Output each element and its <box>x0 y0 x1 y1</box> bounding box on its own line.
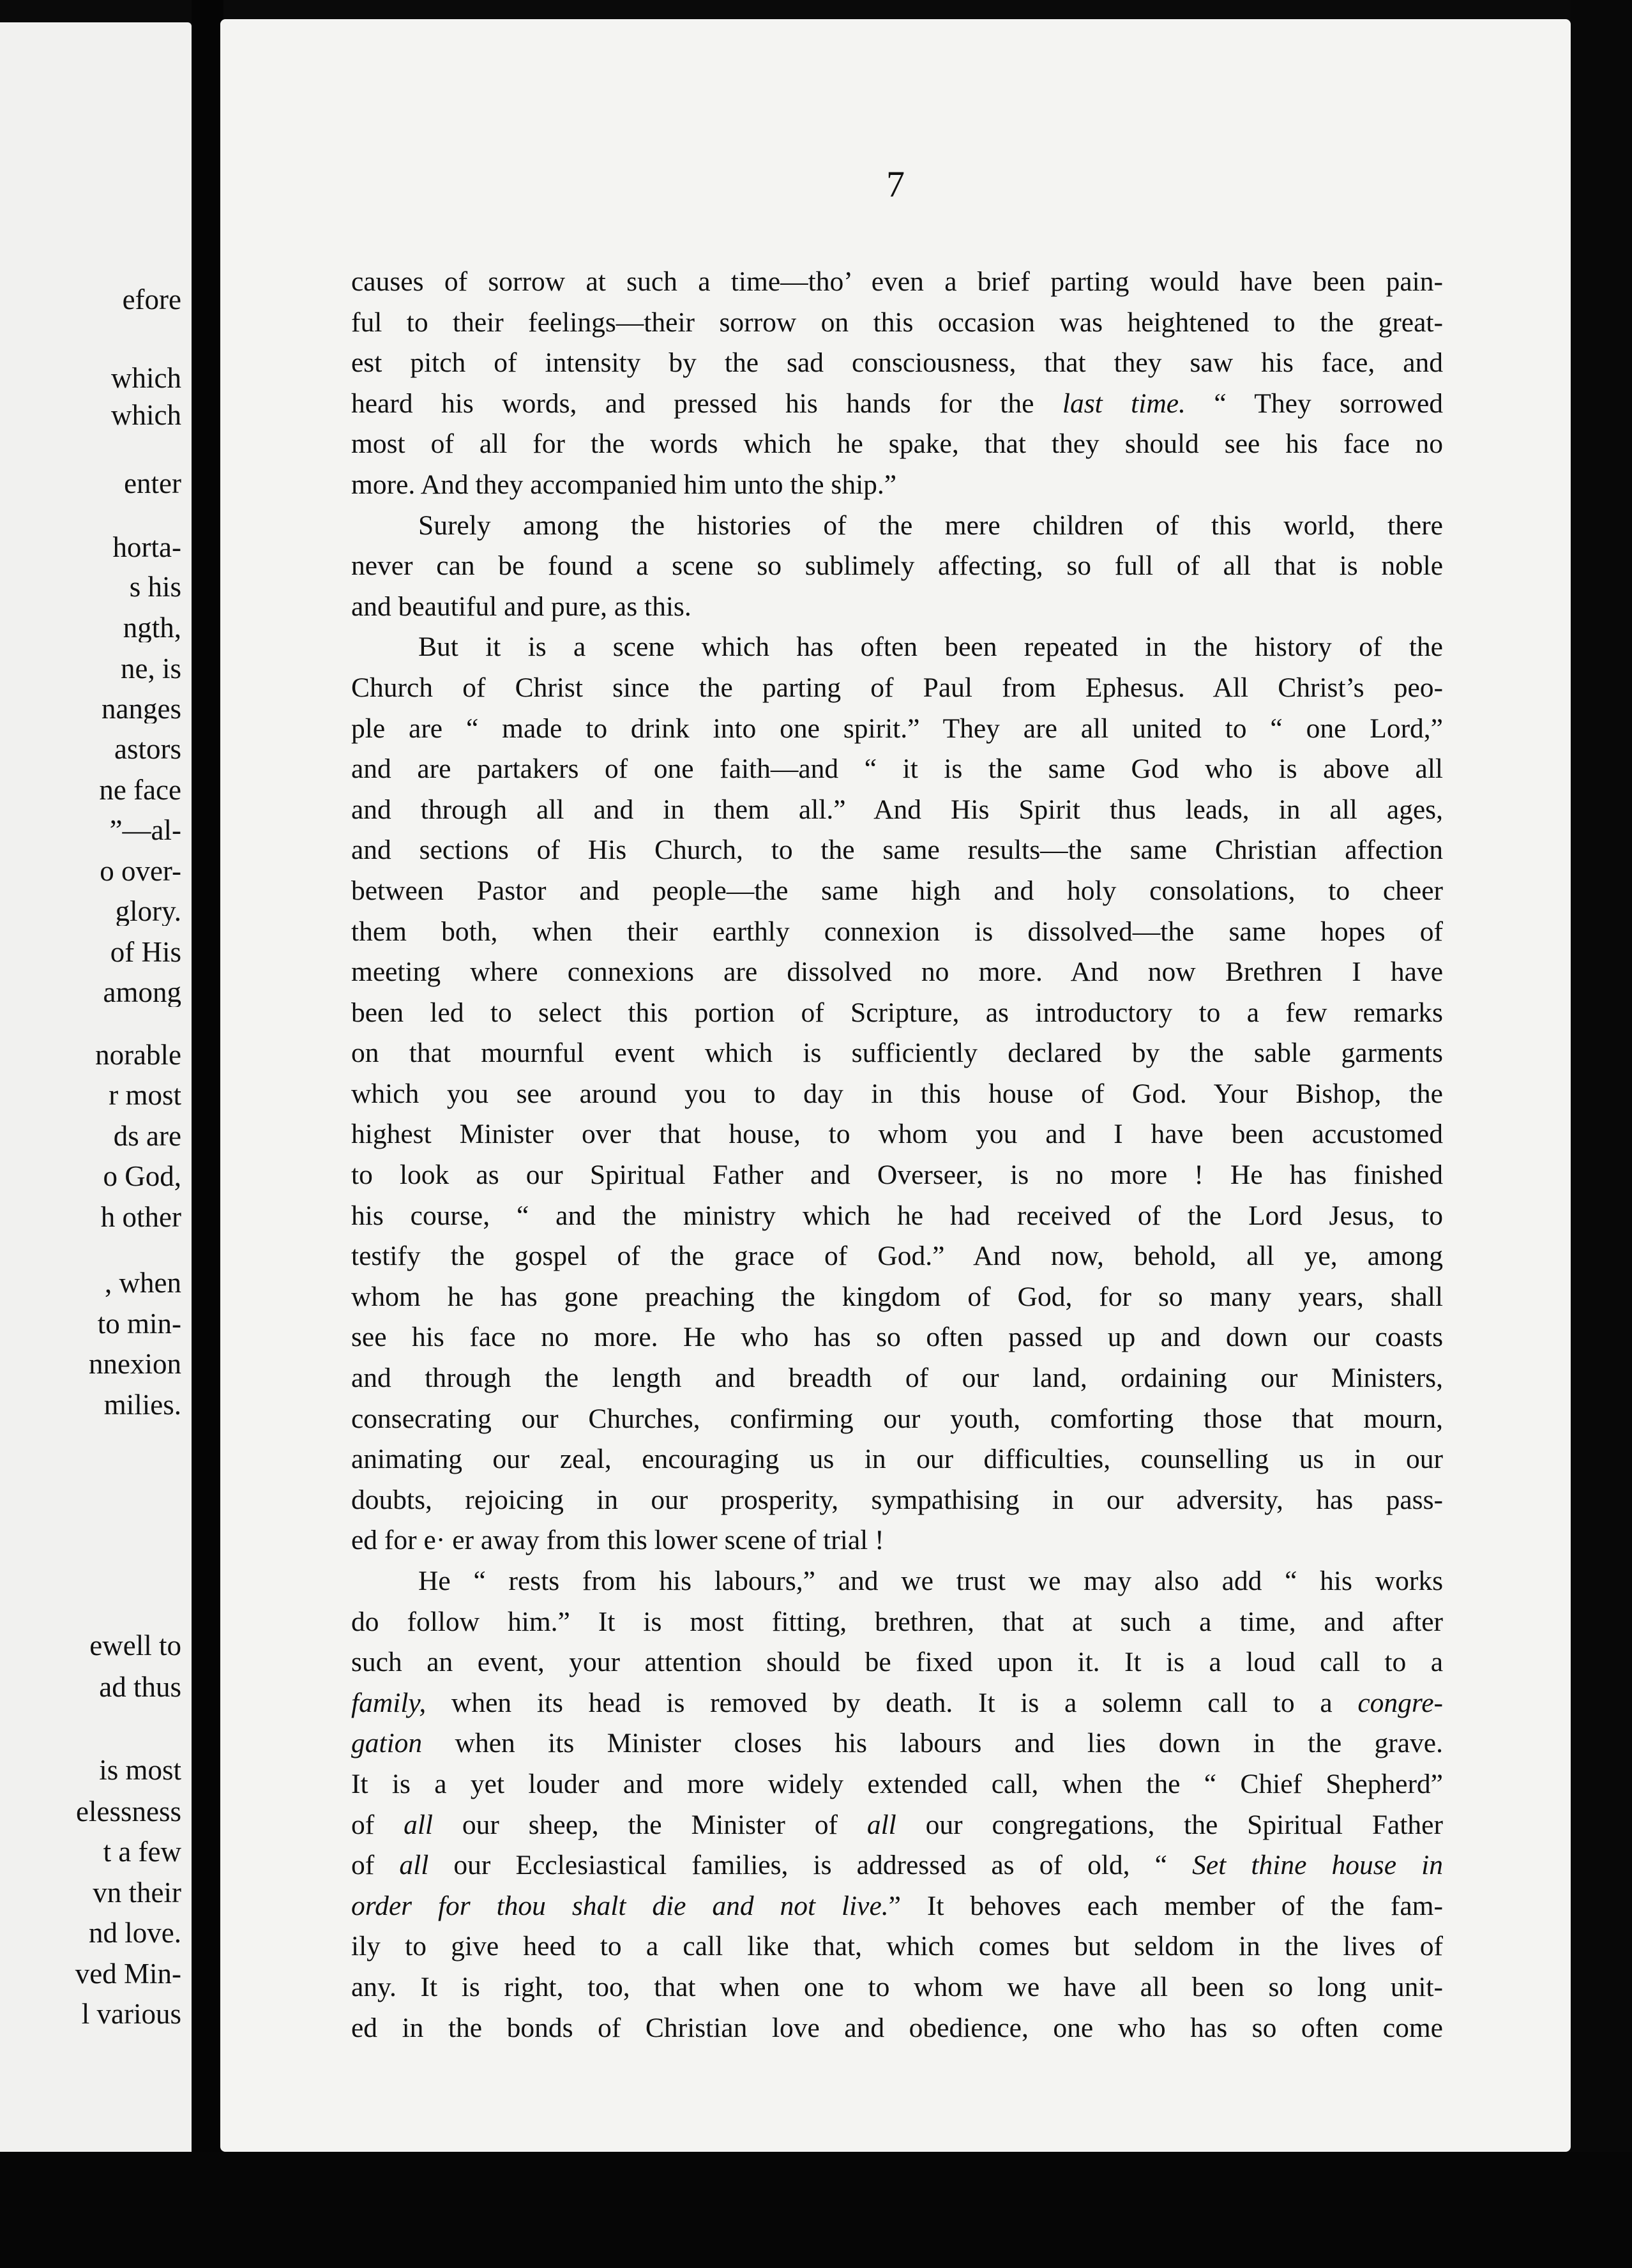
left-fragment: nnexion <box>89 1350 181 1379</box>
text-line: Church of Christ since the parting of Paul from Ephesus. All Christ’s peo- <box>351 672 1443 703</box>
text-line: and sections of His Church, to the same results—the same Christian affection <box>351 835 1443 866</box>
italic-text: gation <box>351 1728 423 1759</box>
text-line: Surely among the histories of the mere children of this world, there <box>418 510 1443 541</box>
left-fragment: ”—al- <box>109 816 181 845</box>
left-fragment: o over- <box>100 857 181 886</box>
left-fragment: ds are <box>113 1122 181 1151</box>
text-line: ple are “ made to drink into one spirit.” They are all united to “ one Lord,” <box>351 713 1443 744</box>
text-line: est pitch of intensity by the sad consciousness, that they saw his face, and <box>351 347 1443 379</box>
left-fragment: horta- <box>112 533 181 562</box>
text-line <box>351 1723 1443 1764</box>
left-fragment: norable <box>95 1041 181 1070</box>
text-line: to look as our Spiritual Father and Overseer, is no more ! He has finished <box>351 1160 1443 1191</box>
text-line: such an event, your attention should be fixed upon it. It is a loud call to a <box>351 1647 1443 1678</box>
left-fragment: of His <box>110 938 181 967</box>
text-line: between Pastor and people—the same high and holy consolations, to cheer <box>351 875 1443 906</box>
text-line <box>351 384 1443 425</box>
text-span: of <box>351 1809 404 1840</box>
text-line: and through all and in them all.” And His Spirit thus leads, in all ages, <box>351 794 1443 825</box>
text-span: heard his words, and pressed his hands for the <box>351 388 1062 419</box>
text-span: of <box>351 1850 400 1881</box>
text-line: more. And they accompanied him unto the ship.” <box>351 469 897 500</box>
text-line: doubts, rejoicing in our prosperity, sympathising in our adversity, has pass- <box>351 1484 1443 1515</box>
text-line: animating our zeal, encouraging us in our difficulties, counselling us in our <box>351 1444 1443 1475</box>
left-fragment: ngth, <box>123 614 181 642</box>
page-gutter <box>192 0 223 2268</box>
text-line: It is a yet louder and more widely extended call, when the “ Chief Shepherd” <box>351 1768 1443 1799</box>
left-fragment: is most <box>99 1756 181 1785</box>
left-fragment: astors <box>114 735 181 764</box>
text-line: on that mournful event which is sufficiently declared by the sable garments <box>351 1038 1443 1069</box>
text-line <box>351 1805 1443 1846</box>
left-fragment: which <box>111 364 181 393</box>
text-line: highest Minister over that house, to whom you and I have been accustomed <box>351 1119 1443 1150</box>
left-fragment: h other <box>100 1203 181 1232</box>
text-span: ” It behoves each member of the fam- <box>888 1890 1443 1921</box>
left-fragment: elessness <box>76 1797 181 1826</box>
left-facing-page <box>0 22 192 2158</box>
text-line: and are partakers of one faith—and “ it is the same God who is above all <box>351 753 1443 785</box>
body-text <box>351 262 1443 2048</box>
left-fragment: milies. <box>103 1391 181 1419</box>
left-fragment: nanges <box>102 695 181 723</box>
left-fragment: enter <box>124 469 181 498</box>
text-line <box>351 1683 1443 1724</box>
text-line: any. It is right, too, that when one to whom we have all been so long unit- <box>351 1971 1443 2002</box>
text-line: testify the gospel of the grace of God.” And now, behold, all ye, among <box>351 1241 1443 1272</box>
left-fragment: nd love. <box>89 1919 181 1947</box>
text-line <box>351 1886 1443 1927</box>
text-line: most of all for the words which he spake, that they should see his face no <box>351 428 1443 460</box>
italic-text: family, <box>351 1687 427 1718</box>
text-line: He “ rests from his labours,” and we trust we may also add “ his works <box>418 1566 1443 1596</box>
left-fragment: efore <box>122 285 181 314</box>
text-line: and beautiful and pure, as this. <box>351 591 691 622</box>
text-span: when its Minister closes his labours and lies down in the grave. <box>422 1728 1443 1759</box>
left-fragment: which <box>111 401 181 430</box>
text-line: ily to give heed to a call like that, which comes but seldom in the lives of <box>351 1931 1443 1962</box>
text-line: whom he has gone preaching the kingdom of God, for so many years, shall <box>351 1281 1443 1312</box>
text-line: which you see around you to day in this house of God. Your Bishop, the <box>351 1078 1443 1109</box>
text-span: “ They sorrowed <box>1185 388 1443 419</box>
scan-right-edge <box>1571 0 1632 2268</box>
text-line: ed for e· er away from this lower scene of trial ! <box>351 1525 884 1556</box>
text-line <box>351 1845 1443 1886</box>
left-fragment: s his <box>129 573 181 601</box>
italic-text: order for thou shalt die and not live. <box>351 1890 889 1921</box>
left-fragment: glory. <box>115 897 181 926</box>
left-fragment: t a few <box>103 1838 181 1866</box>
italic-text: all <box>399 1850 429 1881</box>
italic-text: all <box>866 1809 896 1840</box>
text-line: been led to select this portion of Scripture, as introductory to a few remarks <box>351 997 1443 1028</box>
left-fragment: l various <box>81 2000 181 2029</box>
text-line: ed in the bonds of Christian love and obedience, one who has so often come <box>351 2012 1443 2043</box>
left-fragment: ewell to <box>89 1631 181 1660</box>
text-line: consecrating our Churches, confirming our youth, comforting those that mourn, <box>351 1403 1443 1434</box>
main-page <box>220 19 1571 2152</box>
text-span: our sheep, the Minister of <box>433 1809 867 1840</box>
italic-text: Set thine house in <box>1192 1850 1443 1881</box>
italic-text: congre- <box>1357 1687 1443 1718</box>
text-line: causes of sorrow at such a time—tho’ even a brief parting would have been pain- <box>351 266 1443 297</box>
italic-text: all <box>404 1809 434 1840</box>
italic-text: last time. <box>1062 388 1186 419</box>
text-line: his course, “ and the ministry which he had received of the Lord Jesus, to <box>351 1200 1443 1231</box>
scan-bottom-edge <box>0 2152 1632 2268</box>
left-fragment: ne face <box>99 776 181 805</box>
left-fragment: vn their <box>93 1879 181 1907</box>
text-span: our Ecclesiastical families, is addressed as of old, “ <box>428 1850 1193 1881</box>
left-fragment: o God, <box>103 1162 181 1191</box>
left-fragment: ved Min- <box>75 1960 181 1988</box>
text-line: ful to their feelings—their sorrow on this occasion was heightened to the great- <box>351 306 1443 338</box>
text-line: never can be found a scene so sublimely affecting, so full of all that is noble <box>351 550 1443 582</box>
text-span: our congregations, the Spiritual Father <box>896 1809 1443 1840</box>
left-fragment: to min- <box>97 1310 181 1338</box>
text-line: meeting where connexions are dissolved no more. And now Brethren I have <box>351 956 1443 988</box>
text-line: see his face no more. He who has so often passed up and down our coasts <box>351 1322 1443 1353</box>
text-line: But it is a scene which has often been repeated in the history of the <box>418 631 1443 663</box>
left-fragment: ne, is <box>121 654 181 683</box>
left-fragment: among <box>103 978 181 1007</box>
text-line: them both, when their earthly connexion is dissolved—the same hopes of <box>351 916 1443 947</box>
left-fragment: r most <box>109 1081 181 1110</box>
text-line: and through the length and breadth of our land, ordaining our Ministers, <box>351 1363 1443 1394</box>
left-fragment: , when <box>105 1269 181 1297</box>
page-number: 7 <box>886 163 905 205</box>
text-span: when its head is removed by death. It is a solemn call to a <box>426 1687 1358 1718</box>
left-fragment: ad thus <box>99 1673 181 1702</box>
text-line: do follow him.” It is most fitting, brethren, that at such a time, and after <box>351 1606 1443 1637</box>
